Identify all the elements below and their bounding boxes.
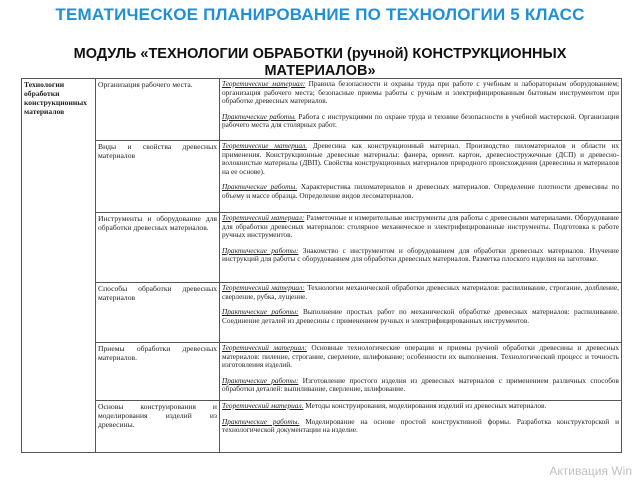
lesson-cell: Приемы обработки древесных материалов. — [96, 343, 220, 401]
table-row — [22, 141, 622, 213]
lesson-cell: Организация рабочего места. — [96, 79, 220, 141]
table-row — [22, 343, 622, 401]
practice-text: Практические работы: Выполнение простых работ по механической обработке древесных материалов: распиливание. Соединение деталей из древесины с применением ручных и электрифицированных инструментов. — [222, 307, 620, 325]
page-title: ТЕМАТИЧЕСКОЕ ПЛАНИРОВАНИЕ ПО ТЕХНОЛОГИИ 5 КЛАСС — [55, 5, 585, 24]
content-cell — [220, 79, 622, 141]
table-row — [22, 79, 622, 141]
content-cell — [220, 213, 622, 283]
planning-table — [21, 78, 622, 453]
practice-text: Практические работы: Изготовление простого изделия из древесных материалов с применением различных способов обработки деталей: выпиливание, сверление, шлифование. — [222, 375, 620, 394]
table-row — [22, 401, 622, 453]
lesson-cell: Инструменты и оборудование для обработки древесных материалов. — [96, 213, 220, 283]
table-row — [22, 213, 622, 283]
practice-text: Практические работы: Знакомство с инструментом и оборудованием для обработки древесных материалов. Изучение инструкций для работы с оборудованием для обработки древесных материалов. Разметка плоского изделия на заготовке. — [222, 245, 620, 264]
theory-text: Теоретический материал: Технологии механической обработки древесных материалов: распиливание, строгание, долбление, сверление, рубка, лущение. — [222, 283, 620, 301]
lesson-cell: Способы обработки древесных материалов — [96, 283, 220, 343]
content-cell — [220, 141, 622, 213]
lesson-cell: Виды и свойства древесных материалов — [96, 141, 220, 213]
theory-text: Теоретический материал: Основные технологические операции и приемы ручной обработки древесины и древесных материалов: пиление, строгание, сверление, шлифование; особенности их выполнения. Технологический процесс и точность изготовления изделий. — [222, 343, 620, 370]
practice-text: Практические работы. Характеристика пиломатериалов и древесных материалов. Определение плотности древесины по объему и массе образца. Определение видов лесоматериалов. — [222, 182, 619, 200]
lesson-cell: Основы конструирования и моделирования изделий из древесины. — [96, 401, 220, 453]
content-cell — [220, 401, 622, 453]
theory-text: Теоретические материал: Правила безопасности и охраны труда при работе с учебным и лабораторным оборудованием; организация рабочего места; безопасные приемы работы с ручным и электрифицированным бытовым инструментом при обработке древесных материалов. — [222, 79, 619, 106]
activation-watermark: Активация Win — [549, 464, 632, 478]
practice-text: Практические работы. Моделирование на основе простой конструктивной формы. Разработка конструкторской и технологической документации на изделие. — [222, 416, 619, 435]
theory-text: Теоретический материал: Разметочные и измерительные инструменты для работы с древесными материалами. Оборудование для обработки древесных материалов: столярное механическое и электрифицированные инструменты. Подготовка к работе ручных инструментов. — [222, 213, 619, 240]
theory-text: Теоретический материал. Методы конструирования, моделирования изделий из древесных материалов. — [222, 401, 547, 410]
section-cell: Технологии обработки конструкционных материалов — [22, 79, 96, 453]
theory-text: Теоретические материал. Древесина как конструкционный материал. Производство пиломатериалов и области их применения. Конструкционные древесные материалы: фанера, ориент. картон, древесностружечные (ДСП) и древесно-волокнистые материалы (ДВП). Свойства конструкционных материалов природного происхождения (древесины и материалов на ее основе). — [222, 141, 619, 176]
content-cell — [220, 343, 622, 401]
table-row — [22, 283, 622, 343]
module-subtitle: МОДУЛЬ «ТЕХНОЛОГИИ ОБРАБОТКИ (ручной) КОНСТРУКЦИОННЫХ МАТЕРИАЛОВ» — [73, 46, 567, 79]
content-cell — [220, 283, 622, 343]
practice-text: Практические работы. Работа с инструкциями по охране труда и технике безопасности в учебной мастерской. Организация рабочего места для столярных работ. — [222, 111, 619, 130]
